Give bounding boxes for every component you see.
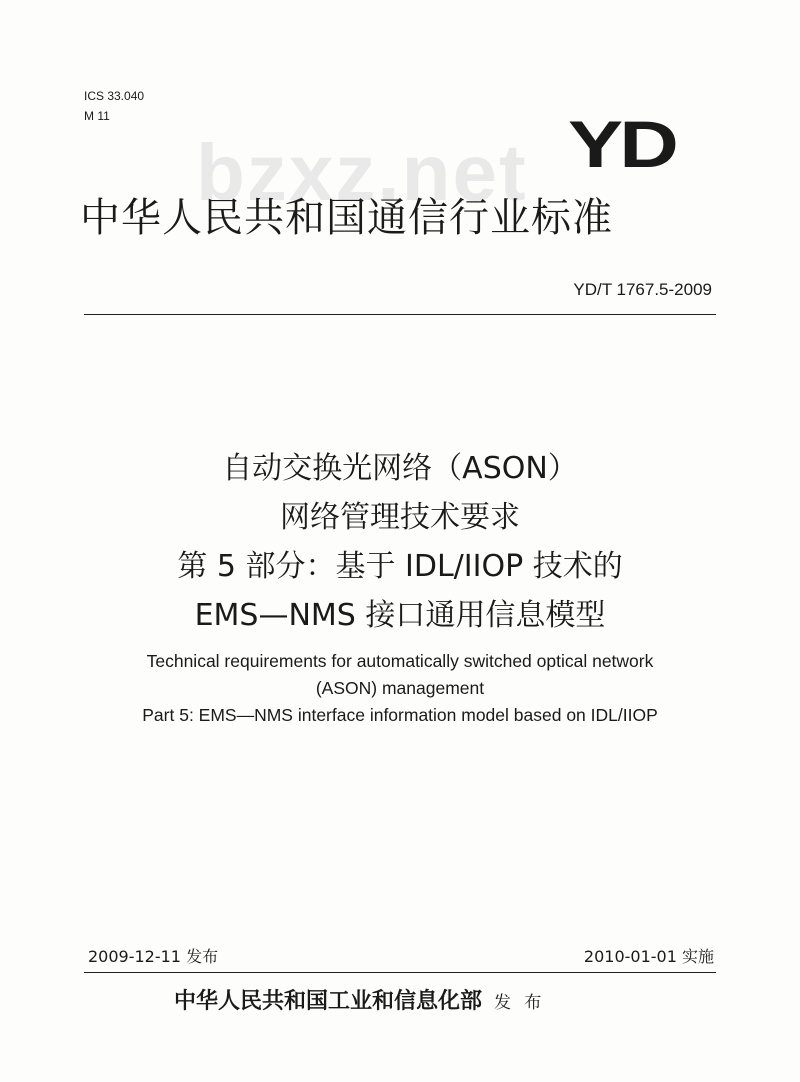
publisher-action: 发 布	[494, 993, 546, 1013]
standard-category-title: 中华人民共和国通信行业标准	[80, 195, 613, 241]
chinese-title-line-3: 第 5 部分：基于 IDL/IIOP 技术的	[177, 549, 623, 584]
english-title-line-1: Technical requirements for automatically switched optical network	[146, 651, 654, 671]
english-title-line-2: (ASON) management	[315, 678, 485, 698]
english-title-line-3: Part 5: EMS—NMS interface information model based on IDL/IIOP	[142, 705, 658, 725]
bottom-divider	[84, 972, 716, 973]
chinese-title-line-4: EMS—NMS 接口通用信息模型	[194, 598, 606, 633]
classification-codes	[84, 86, 144, 126]
standard-number: YD/T 1767.5-2009	[573, 280, 712, 299]
ics-code: ICS 33.040	[84, 89, 145, 103]
chinese-title-line-1: 自动交换光网络（ASON）	[222, 451, 578, 486]
chinese-title-line-2: 网络管理技术要求	[280, 500, 520, 535]
issue-date: 2009-12-11 发布	[88, 947, 219, 966]
implementation-date: 2010-01-01 实施	[583, 947, 714, 966]
yd-logo: YD	[568, 107, 676, 181]
english-title	[0, 648, 800, 729]
publisher-line	[174, 984, 545, 1020]
top-divider	[84, 314, 716, 315]
publisher-name: 中华人民共和国工业和信息化部	[174, 988, 483, 1014]
ccs-code: M 11	[84, 109, 110, 123]
chinese-title	[0, 444, 800, 640]
watermark: bzxz.net	[196, 128, 528, 217]
